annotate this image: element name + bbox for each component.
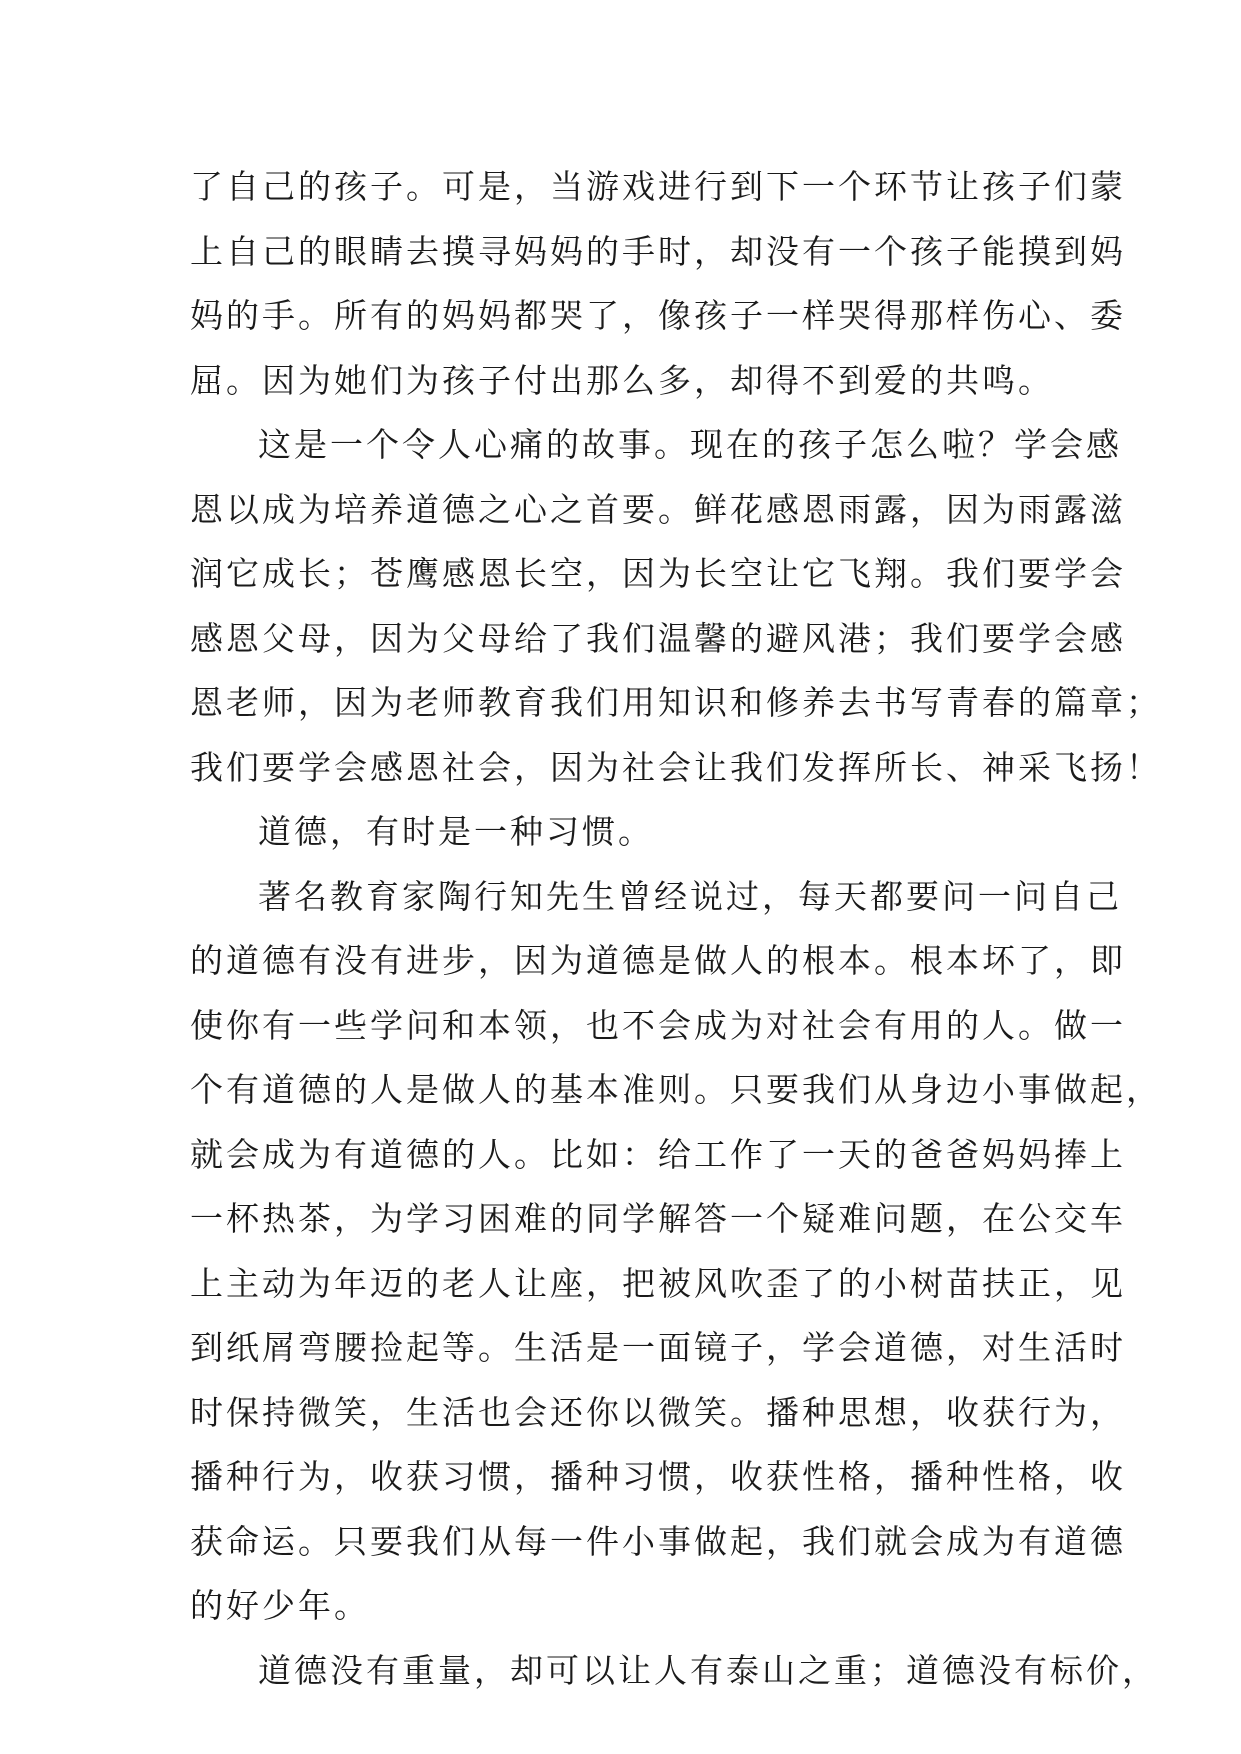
text-line: 我们要学会感恩社会，因为社会让我们发挥所长、神采飞扬！	[190, 747, 1162, 787]
text-line: 了自己的孩子。可是，当游戏进行到下一个环节让孩子们蒙	[190, 167, 1126, 206]
text-line: 时保持微笑，生活也会还你以微笑。播种思想，收获行为，	[190, 1392, 1126, 1432]
text-line: 感恩父母，因为父母给了我们温馨的避风港；我们要学会感	[190, 618, 1126, 658]
text-line: 播种行为，收获习惯，播种习惯，收获性格，播种性格，收	[190, 1457, 1126, 1496]
text-line: 个有道德的人是做人的基本准则。只要我们从身边小事做起，	[190, 1070, 1162, 1109]
paragraph-first-line: 道德没有重量，却可以让人有泰山之重；道德没有标价，	[258, 1650, 1158, 1690]
text-line: 妈的手。所有的妈妈都哭了，像孩子一样哭得那样伤心、委	[190, 296, 1126, 335]
text-line: 恩老师，因为老师教育我们用知识和修养去书写青春的篇章；	[190, 683, 1162, 722]
paragraph-first-line: 道德，有时是一种习惯。	[258, 812, 654, 851]
paragraph-first-line: 著名教育家陶行知先生曾经说过，每天都要问一问自己	[258, 876, 1122, 916]
text-line: 就会成为有道德的人。比如：给工作了一天的爸爸妈妈捧上	[190, 1134, 1126, 1174]
paragraph-first-line: 这是一个令人心痛的故事。现在的孩子怎么啦？学会感	[258, 425, 1122, 464]
text-line: 一杯热茶，为学习困难的同学解答一个疑难问题，在公交车	[190, 1199, 1126, 1238]
text-line: 上自己的眼睛去摸寻妈妈的手时，却没有一个孩子能摸到妈	[190, 231, 1126, 271]
text-line: 获命运。只要我们从每一件小事做起，我们就会成为有道德	[190, 1521, 1126, 1561]
text-line: 润它成长；苍鹰感恩长空，因为长空让它飞翔。我们要学会	[190, 554, 1126, 593]
text-line: 恩以成为培养道德之心之首要。鲜花感恩雨露，因为雨露滋	[190, 489, 1126, 529]
body-text	[190, 155, 1162, 1703]
text-line: 到纸屑弯腰捡起等。生活是一面镜子，学会道德，对生活时	[190, 1328, 1126, 1367]
text-line: 屈。因为她们为孩子付出那么多，却得不到爱的共鸣。	[190, 360, 1054, 400]
text-line: 的好少年。	[190, 1586, 370, 1625]
text-line: 的道德有没有进步，因为道德是做人的根本。根本坏了，即	[190, 941, 1126, 980]
text-line: 使你有一些学问和本领，也不会成为对社会有用的人。做一	[190, 1005, 1126, 1045]
text-line: 上主动为年迈的老人让座，把被风吹歪了的小树苗扶正，见	[190, 1263, 1126, 1303]
